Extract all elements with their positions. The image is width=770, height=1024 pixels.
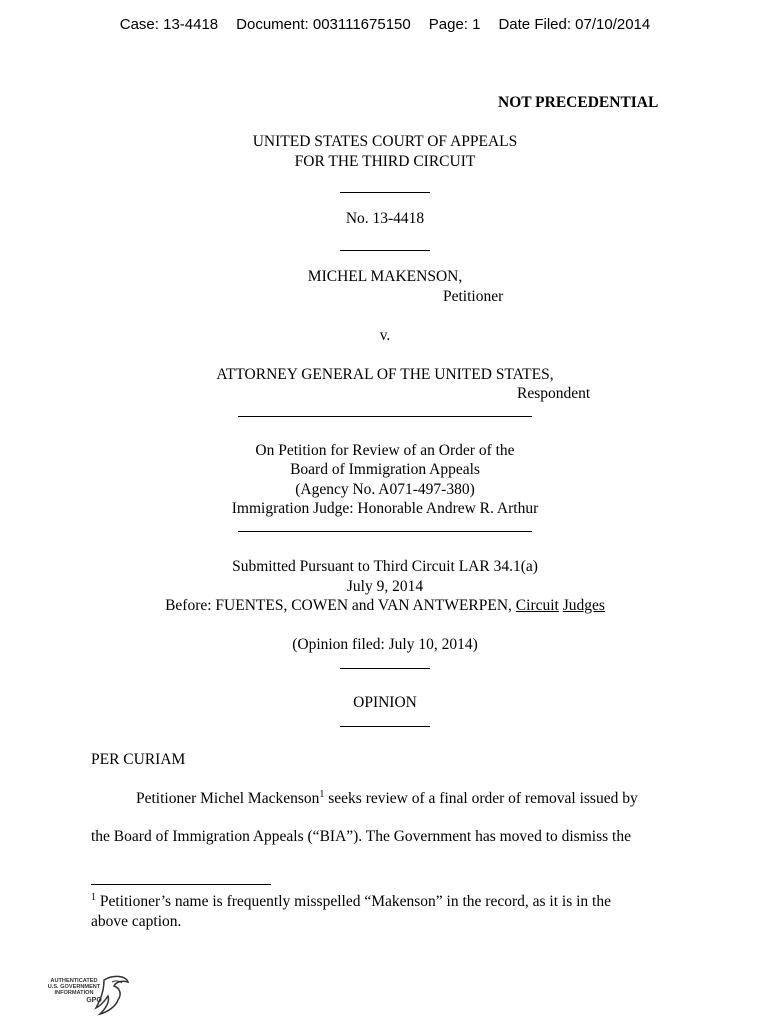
seal-line2: U.S. GOVERNMENT <box>47 984 101 990</box>
divider <box>238 531 532 532</box>
panel-judges-word: Judges <box>562 597 605 614</box>
header-case: Case: 13-4418 <box>119 16 219 33</box>
immigration-judge: Immigration Judge: Honorable Andrew R. Arthur <box>231 500 539 517</box>
gpo-authentication-seal <box>42 972 132 1020</box>
court-name-line1: UNITED STATES COURT OF APPEALS <box>252 133 518 150</box>
submission-line1: Submitted Pursuant to Third Circuit LAR 34.1(a) <box>232 558 538 575</box>
opinion-heading: OPINION <box>353 694 417 711</box>
footnote-text: Petitioner’s name is frequently misspelled “Makenson” in the record, as it is in the <box>96 893 611 910</box>
header-date-filed: Date Filed: 07/10/2014 <box>498 16 651 33</box>
footnote-line-2: above caption. <box>91 913 182 930</box>
petitioner-name: MICHEL MAKENSON, <box>307 268 463 285</box>
respondent-role: Respondent <box>517 385 591 402</box>
panel-circuit: Circuit <box>515 597 559 614</box>
divider <box>0 714 770 732</box>
panel-judges <box>0 597 770 615</box>
seal-line1: AUTHENTICATED <box>50 978 98 984</box>
body-text: seeks review of a final order of removal issued by <box>324 790 638 807</box>
body-text: Petitioner Michel Mackenson <box>136 790 320 807</box>
header-page: Page: 1 <box>428 16 481 33</box>
footnote-marker: 1 <box>91 891 96 903</box>
body-line-2: the Board of Immigration Appeals (“BIA”). The Government has moved to dismiss the <box>91 828 631 845</box>
body-line-1 <box>136 790 638 808</box>
footnote-separator <box>91 884 271 885</box>
docket-number: No. 13-4418 <box>345 210 425 227</box>
header-document: Document: 003111675150 <box>236 16 411 33</box>
divider <box>238 416 532 417</box>
submission-date: July 9, 2014 <box>346 578 424 595</box>
per-curiam: PER CURIAM <box>91 751 186 768</box>
seal-line3: INFORMATION <box>54 990 94 996</box>
petitioner-role: Petitioner <box>443 288 504 305</box>
petition-line1: On Petition for Review of an Order of the <box>255 442 515 459</box>
agency-number: (Agency No. A071-497-380) <box>295 481 475 498</box>
divider <box>0 656 770 674</box>
court-name-line2: FOR THE THIRD CIRCUIT <box>294 153 476 170</box>
petition-line2: Board of Immigration Appeals <box>290 461 480 478</box>
opinion-filed: (Opinion filed: July 10, 2014) <box>292 636 478 653</box>
divider <box>0 180 770 198</box>
respondent-name: ATTORNEY GENERAL OF THE UNITED STATES, <box>216 366 554 383</box>
seal-line4: GPO <box>86 997 102 1004</box>
filing-header <box>0 16 770 33</box>
footnote-ref[interactable]: 1 <box>319 788 325 800</box>
divider <box>0 238 770 256</box>
precedential-label: NOT PRECEDENTIAL <box>498 94 659 111</box>
panel-before: Before: FUENTES, COWEN and VAN ANTWERPEN, <box>165 597 516 614</box>
footnote-line-1 <box>91 893 611 911</box>
versus: v. <box>379 327 391 344</box>
